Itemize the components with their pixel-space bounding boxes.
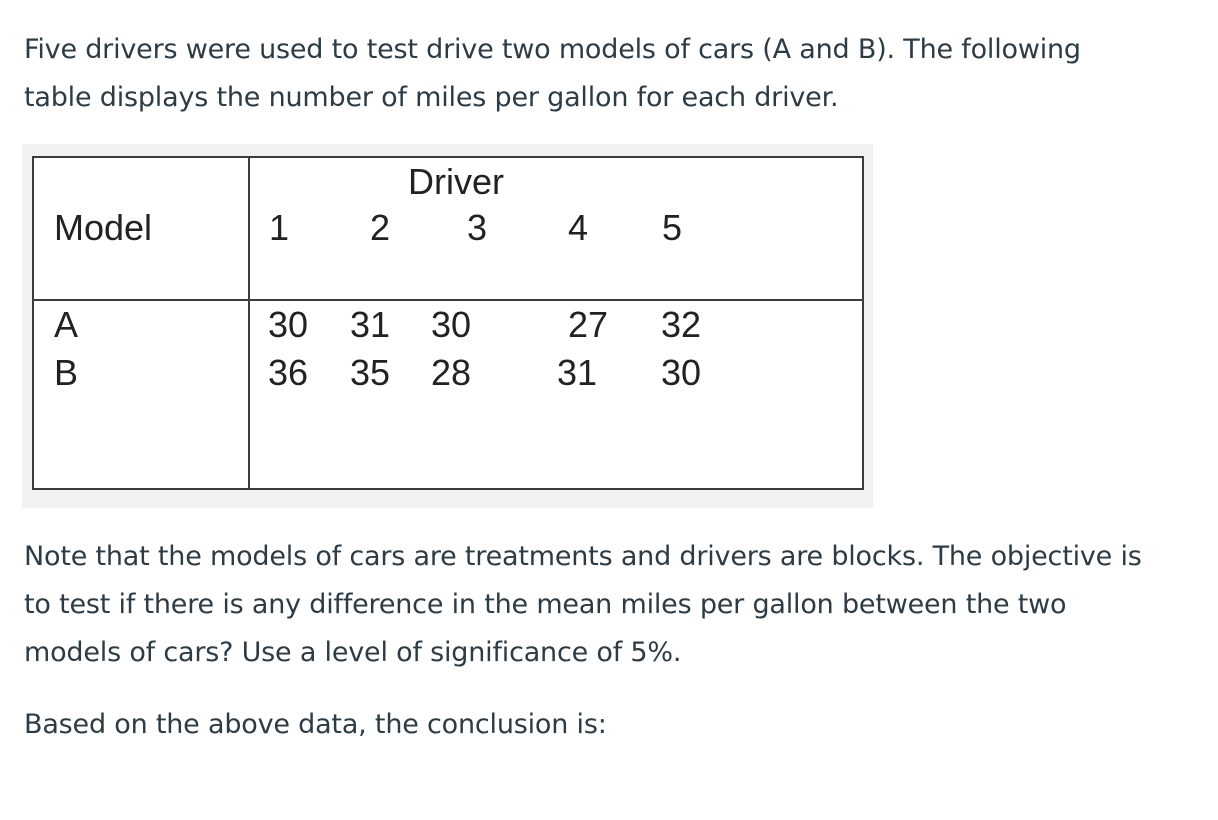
conclusion-text: Based on the above data, the conclusion is:: [24, 709, 607, 740]
model-b-driver-1: 36: [268, 352, 309, 393]
model-a-driver-5: 32: [661, 304, 702, 345]
model-b-driver-5: 30: [661, 352, 702, 393]
model-a-driver-1: 30: [268, 304, 309, 345]
driver-3-header: 3: [467, 207, 488, 248]
note-paragraph: [24, 533, 1142, 677]
model-b-driver-2: 35: [350, 352, 391, 393]
model-b-label: B: [54, 352, 79, 393]
driver-4-header: 4: [568, 207, 589, 248]
driver-1-header: 1: [269, 207, 290, 248]
intro-paragraph: [24, 26, 1081, 122]
model-a-driver-3: 30: [431, 304, 472, 345]
driver-group-header: Driver: [408, 161, 504, 202]
model-a-driver-4: 27: [568, 304, 609, 345]
model-b-driver-3: 28: [431, 352, 472, 393]
note-line-3: models of cars? Use a level of significance of 5%.: [24, 637, 682, 668]
model-a-label: A: [54, 304, 79, 345]
table-horizontal-divider: [34, 299, 862, 301]
model-b-driver-4: 31: [557, 352, 598, 393]
conclusion-prompt: [24, 701, 607, 749]
intro-line-1: Five drivers were used to test drive two models of cars (A and B). The following: [24, 34, 1081, 65]
mpg-table: [32, 156, 864, 490]
mpg-table-image: [22, 144, 873, 508]
driver-5-header: 5: [662, 207, 683, 248]
note-line-1: Note that the models of cars are treatments and drivers are blocks. The objective is: [24, 541, 1142, 572]
driver-2-header: 2: [370, 207, 391, 248]
table-vertical-divider: [248, 158, 250, 488]
model-row-header: Model: [54, 207, 153, 248]
note-line-2: to test if there is any difference in the mean miles per gallon between the two: [24, 589, 1067, 620]
intro-line-2: table displays the number of miles per gallon for each driver.: [24, 82, 839, 113]
model-a-driver-2: 31: [350, 304, 391, 345]
